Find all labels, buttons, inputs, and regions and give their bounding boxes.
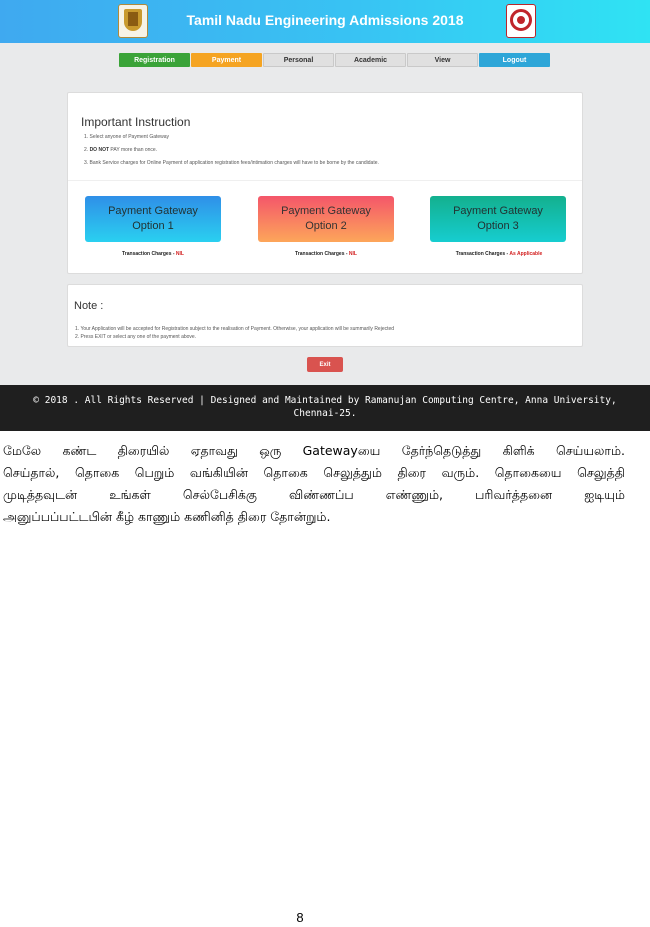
tamil-paragraph bbox=[3, 440, 625, 528]
portal-title: Tamil Nadu Engineering Admissions 2018 bbox=[186, 12, 464, 28]
instruction-item-rest: PAY more than once. bbox=[109, 147, 158, 153]
paragraph-line: முடித்தவுடன் உங்கள் செல்பேசிக்கு விண்ணப்ப எண்ணும், பரிவர்த்தனை ஐடியும் bbox=[3, 487, 625, 502]
charges-label: Transaction Charges - bbox=[295, 251, 349, 257]
instruction-item: 3. Bank Service charges for Online Payment of application registration fees/intimation charges will have to be borne by the candidate. bbox=[84, 160, 379, 166]
charges-value: NIL bbox=[348, 251, 357, 257]
nav-payment-button[interactable]: Payment bbox=[191, 53, 262, 67]
instruction-panel bbox=[67, 92, 583, 274]
tamil-nadu-emblem-logo bbox=[118, 4, 148, 38]
payment-gateway-option-1-button[interactable] bbox=[85, 196, 221, 242]
charges-label: Transaction Charges - bbox=[122, 251, 176, 257]
note-item: 1. Your Application will be accepted for Registration subject to the realisation of Payment. Otherwise, your application will be summarily Rejected bbox=[75, 326, 395, 332]
nav-personal-button[interactable]: Personal bbox=[263, 53, 334, 67]
gateway-option: Option 1 bbox=[132, 220, 174, 232]
exit-button[interactable]: Exit bbox=[307, 357, 343, 372]
footer-copyright: © 2018 . All Rights Reserved | Designed and Maintained by Ramanujan Computing Centre, Anna University, bbox=[33, 395, 617, 406]
charges-value: NIL bbox=[175, 251, 184, 257]
instruction-list bbox=[84, 134, 379, 173]
portal-screenshot bbox=[0, 0, 650, 431]
note-panel bbox=[67, 284, 583, 347]
transaction-charges-1 bbox=[73, 251, 233, 257]
gateway-option: Option 3 bbox=[477, 220, 519, 232]
gateway-label: Payment Gateway bbox=[108, 205, 198, 217]
portal-header bbox=[0, 0, 650, 43]
paragraph-line: மேலே கண்ட திரையில் ஏதாவது ஒரு Gatewayயை தேர்ந்தெடுத்து கிளிக் செய்யலாம். bbox=[3, 443, 625, 458]
charges-value: As Applicable bbox=[509, 251, 543, 257]
instruction-item-number: 2. bbox=[84, 147, 90, 153]
portal-footer bbox=[0, 385, 650, 431]
nav-academic-button[interactable]: Academic bbox=[335, 53, 406, 67]
nav-logout-button[interactable]: Logout bbox=[479, 53, 550, 67]
gateway-label: Payment Gateway bbox=[281, 205, 371, 217]
footer-location: Chennai-25. bbox=[293, 408, 357, 419]
transaction-charges-3 bbox=[419, 251, 579, 257]
transaction-charges-2 bbox=[246, 251, 406, 257]
anna-university-logo bbox=[506, 4, 536, 38]
portal-nav bbox=[119, 53, 550, 67]
instruction-emphasis: DO NOT bbox=[89, 147, 110, 153]
nav-view-button[interactable]: View bbox=[407, 53, 478, 67]
nav-registration-button[interactable]: Registration bbox=[119, 53, 190, 67]
page-number: 8 bbox=[296, 910, 304, 925]
instruction-item bbox=[84, 147, 379, 160]
gateway-label: Payment Gateway bbox=[453, 205, 543, 217]
panel-divider bbox=[68, 180, 582, 181]
instruction-item: 1. Select anyone of Payment Gateway bbox=[84, 134, 170, 140]
payment-gateway-option-3-button[interactable] bbox=[430, 196, 566, 242]
note-heading: Note : bbox=[74, 300, 104, 312]
payment-gateway-option-2-button[interactable] bbox=[258, 196, 394, 242]
instruction-heading: Important Instruction bbox=[81, 115, 191, 129]
charges-label: Transaction Charges - bbox=[455, 251, 510, 257]
note-list bbox=[75, 325, 394, 341]
paragraph-line: செய்தால், தொகை பெறும் வங்கியின் தொகை செலுத்தும் திரை வரும். தொகையை செலுத்தி bbox=[3, 465, 625, 480]
note-item: 2. Press EXIT or select any one of the payment above. bbox=[75, 334, 197, 340]
gateway-option: Option 2 bbox=[305, 220, 347, 232]
paragraph-line: அனுப்பப்பட்டபின் கீழ் காணும் கணினித் திரை தோன்றும். bbox=[3, 509, 331, 524]
